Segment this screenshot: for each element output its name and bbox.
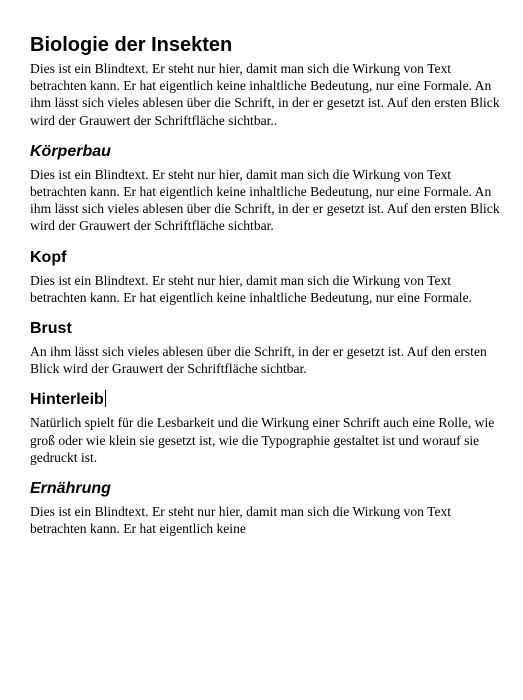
document-title[interactable]: Biologie der Insekten: [30, 34, 233, 56]
section-heading[interactable]: Körperbau: [30, 142, 111, 160]
section-heading-with-cursor[interactable]: [30, 390, 523, 409]
section-paragraph[interactable]: An ihm lässt sich vieles ablesen über die Schrift, in der er gesetzt ist. Auf den ersten Blick wird der Grauwert der Schriftfläche sichtbar.: [30, 344, 487, 377]
section-paragraph[interactable]: Natürlich spielt für die Lesbarkeit und die Wirkung einer Schrift auch eine Rolle, wie groß oder wie klein sie gesetzt ist, wie die Typographie gestaltet ist und worauf sie gedruckt ist.: [30, 415, 495, 465]
section-hinterleib: [30, 390, 523, 466]
intro-paragraph[interactable]: Dies ist ein Blindtext. Er steht nur hier, damit man sich die Wirkung von Text betrachten kann. Er hat eigentlich keine inhaltliche Bedeutung, nur eine Formale. An ihm lässt sich vieles ablesen über die Schrift, in der er gesetzt ist. Auf den ersten Blick wird der Grauwert der Schriftfläche sichtbar..: [30, 61, 500, 128]
section-heading-text[interactable]: Hinterleib: [30, 391, 104, 409]
section-heading[interactable]: Brust: [30, 320, 72, 338]
section-koerperbau: [30, 142, 523, 235]
section-paragraph[interactable]: Dies ist ein Blindtext. Er steht nur hier, damit man sich die Wirkung von Text betrachten kann. Er hat eigentlich keine inhaltliche Bedeutung, nur eine Formale. An ihm lässt sich vieles ablesen über die Schrift, in der er gesetzt ist. Auf den ersten Blick wird der Grauwert der Schriftfläche sichtbar.: [30, 166, 500, 234]
section-paragraph[interactable]: Dies ist ein Blindtext. Er steht nur hier, damit man sich die Wirkung von Text betrachten kann. Er hat eigentlich keine: [30, 504, 452, 537]
text-cursor: [105, 390, 107, 407]
section-ernaehrung: [30, 479, 523, 537]
section-kopf: [30, 248, 523, 306]
section-heading[interactable]: Ernährung: [30, 480, 111, 498]
section-heading[interactable]: Kopf: [30, 248, 67, 266]
section-brust: [30, 319, 523, 377]
section-paragraph[interactable]: Dies ist ein Blindtext. Er steht nur hier, damit man sich die Wirkung von Text betrachten kann. Er hat eigentlich keine inhaltliche Bedeutung, nur eine Formale.: [30, 272, 473, 305]
